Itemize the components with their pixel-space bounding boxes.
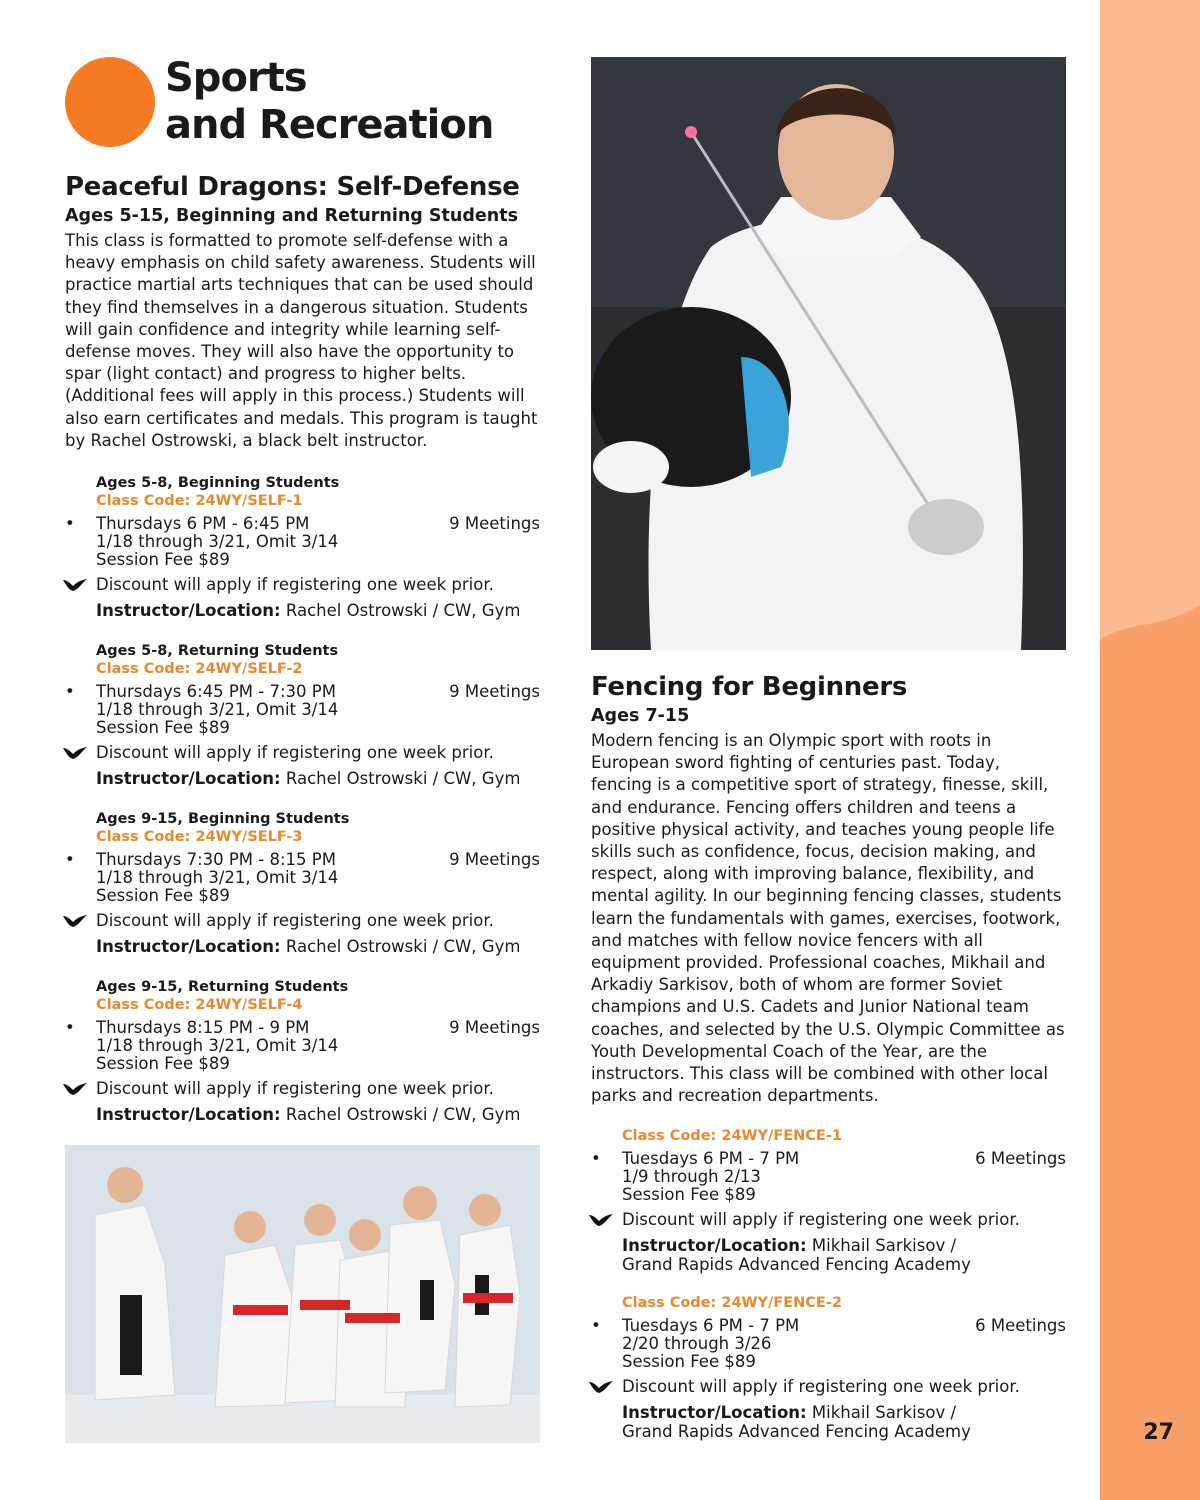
instructor-line <box>96 601 540 620</box>
bullet-icon: • <box>591 1149 601 1169</box>
schedule-dates: 1/18 through 3/21, Omit 3/14 <box>96 700 339 720</box>
karate-illustration <box>65 1145 540 1443</box>
meeting-count: 9 Meetings <box>449 514 540 534</box>
discount-text: Discount will apply if registering one week prior. <box>96 1079 494 1099</box>
section-title-line1: Sports <box>165 55 307 101</box>
schedule-row <box>65 1019 540 1037</box>
instructor-line <box>96 937 540 956</box>
discount-note <box>591 1210 1066 1230</box>
bird-icon <box>588 1379 614 1395</box>
instructor-label: Instructor/Location: <box>96 769 281 789</box>
session-fee: Session Fee $89 <box>96 718 230 738</box>
instructor-line <box>96 769 540 788</box>
bird-icon <box>62 913 88 929</box>
class-code: Class Code: 24WY/SELF-1 <box>96 493 303 510</box>
class-offering <box>65 474 540 620</box>
karate-photo <box>65 1145 540 1443</box>
instructor-label: Instructor/Location: <box>96 937 281 957</box>
side-band-light <box>1100 0 1200 640</box>
offering-heading: Ages 5-8, Returning Students <box>96 643 339 660</box>
discount-text: Discount will apply if registering one week prior. <box>96 911 494 931</box>
fencing-illustration <box>591 57 1066 650</box>
bullet-icon: • <box>65 514 75 534</box>
bullet-icon: • <box>65 1018 75 1038</box>
section-title-line2: and Recreation <box>165 102 494 148</box>
side-band-wave <box>1100 600 1200 660</box>
fencing-photo <box>591 57 1066 650</box>
fencing-section <box>591 672 1066 1441</box>
bullet-icon: • <box>65 682 75 702</box>
session-fee: Session Fee $89 <box>622 1352 756 1372</box>
schedule-dates: 1/18 through 3/21, Omit 3/14 <box>96 1036 339 1056</box>
offering-heading: Ages 5-8, Beginning Students <box>96 475 340 492</box>
bird-icon <box>588 1212 614 1228</box>
instructor-value: Mikhail Sarkisov / <box>811 1403 957 1423</box>
class-offering <box>65 810 540 956</box>
schedule-dates: 1/9 through 2/13 <box>622 1167 761 1187</box>
fencing-description: Modern fencing is an Olympic sport with roots in European sword fighting of centuries past. Today, fencing is a competitive sport of strategy, finesse, skill, and endurance. Fencing offers children and teens a positive physical activity, and teaches young people life skills such as confidence, focus, decision making, and respect, along with improving balance, flexibility, and mental agility. In our beginning fencing classes, students learn the fundamentals with games, exercises, footwork, and matches with fellow novice fencers with all equipment provided. Professional coaches, Mikhail and Arkadiy Sarkisov, both of whom are former Soviet champions and U.S. Cadets and Junior National team coaches, and selected by the U.S. Olympic Committee as Youth Developmental Coach of the Year, are the instructors. This class will be combined with other local parks and recreation departments. <box>591 731 1065 1106</box>
schedule-time: Thursdays 6 PM - 6:45 PM <box>96 514 310 534</box>
instructor-value: Rachel Ostrowski / CW, Gym <box>285 769 521 789</box>
instructor-label: Instructor/Location: <box>622 1236 807 1256</box>
fencing-subtitle: Ages 7-15 <box>591 706 690 726</box>
discount-note <box>65 1079 540 1099</box>
instructor-line <box>622 1403 1066 1441</box>
schedule-time: Thursdays 7:30 PM - 8:15 PM <box>96 850 336 870</box>
class-code: Class Code: 24WY/FENCE-2 <box>622 1295 842 1312</box>
discount-text: Discount will apply if registering one week prior. <box>96 575 494 595</box>
discount-note <box>65 575 540 595</box>
schedule-time: Tuesdays 6 PM - 7 PM <box>622 1316 800 1336</box>
discount-note <box>65 911 540 931</box>
schedule-dates: 2/20 through 3/26 <box>622 1334 772 1354</box>
meeting-count: 9 Meetings <box>449 1018 540 1038</box>
self-defense-title: Peaceful Dragons: Self-Defense <box>65 172 520 202</box>
discount-note <box>65 743 540 763</box>
bird-icon <box>62 745 88 761</box>
class-offering <box>591 1294 1066 1441</box>
bullet-icon: • <box>65 850 75 870</box>
page-number: 27 <box>1143 1420 1174 1445</box>
schedule-row <box>591 1317 1066 1335</box>
schedule-row <box>65 851 540 869</box>
self-defense-subtitle: Ages 5-15, Beginning and Returning Students <box>65 206 518 226</box>
schedule-time: Thursdays 8:15 PM - 9 PM <box>96 1018 310 1038</box>
instructor-value: Rachel Ostrowski / CW, Gym <box>285 937 521 957</box>
discount-text: Discount will apply if registering one week prior. <box>96 743 494 763</box>
class-code: Class Code: 24WY/SELF-4 <box>96 997 303 1014</box>
location-value: Grand Rapids Advanced Fencing Academy <box>622 1255 971 1275</box>
class-offering <box>65 642 540 788</box>
discount-text: Discount will apply if registering one week prior. <box>622 1377 1020 1397</box>
schedule-dates: 1/18 through 3/21, Omit 3/14 <box>96 868 339 888</box>
schedule-row <box>65 683 540 701</box>
class-offering <box>591 1127 1066 1274</box>
instructor-label: Instructor/Location: <box>96 1105 281 1125</box>
schedule-time: Thursdays 6:45 PM - 7:30 PM <box>96 682 336 702</box>
bullet-icon: • <box>591 1316 601 1336</box>
instructor-line <box>96 1105 540 1124</box>
location-value: Grand Rapids Advanced Fencing Academy <box>622 1422 971 1442</box>
self-defense-section <box>65 172 540 1124</box>
discount-note <box>591 1377 1066 1397</box>
session-fee: Session Fee $89 <box>622 1185 756 1205</box>
session-fee: Session Fee $89 <box>96 886 230 906</box>
bird-icon <box>62 577 88 593</box>
section-dot-icon <box>65 57 155 147</box>
meeting-count: 9 Meetings <box>449 682 540 702</box>
meeting-count: 6 Meetings <box>975 1316 1066 1336</box>
meeting-count: 9 Meetings <box>449 850 540 870</box>
instructor-line <box>622 1236 1066 1274</box>
class-code: Class Code: 24WY/SELF-2 <box>96 661 303 678</box>
discount-text: Discount will apply if registering one week prior. <box>622 1210 1020 1230</box>
class-code: Class Code: 24WY/FENCE-1 <box>622 1128 842 1145</box>
schedule-time: Tuesdays 6 PM - 7 PM <box>622 1149 800 1169</box>
schedule-row <box>65 515 540 533</box>
instructor-value: Rachel Ostrowski / CW, Gym <box>285 1105 521 1125</box>
session-fee: Session Fee $89 <box>96 1054 230 1074</box>
schedule-row <box>591 1150 1066 1168</box>
self-defense-description: This class is formatted to promote self-defense with a heavy emphasis on child safety awareness. Students will practice martial arts techniques that can be used should they find themselves in a dangerous situation. Students will gain confidence and integrity while learning self-defense moves. They will also have the opportunity to spar (light contact) and progress to higher belts. (Additional fees will apply in this process.) Students will also earn certificates and medals. This program is taught by Rachel Ostrowski, a black belt instructor. <box>65 231 538 450</box>
class-offering <box>65 978 540 1124</box>
meeting-count: 6 Meetings <box>975 1149 1066 1169</box>
bird-icon <box>62 1081 88 1097</box>
fencing-title: Fencing for Beginners <box>591 672 908 702</box>
instructor-value: Mikhail Sarkisov / <box>811 1236 957 1256</box>
section-title <box>165 55 493 149</box>
schedule-dates: 1/18 through 3/21, Omit 3/14 <box>96 532 339 552</box>
offering-heading: Ages 9-15, Beginning Students <box>96 811 350 828</box>
session-fee: Session Fee $89 <box>96 550 230 570</box>
instructor-label: Instructor/Location: <box>96 601 281 621</box>
offering-heading: Ages 9-15, Returning Students <box>96 979 349 996</box>
instructor-label: Instructor/Location: <box>622 1403 807 1423</box>
instructor-value: Rachel Ostrowski / CW, Gym <box>285 601 521 621</box>
class-code: Class Code: 24WY/SELF-3 <box>96 829 303 846</box>
